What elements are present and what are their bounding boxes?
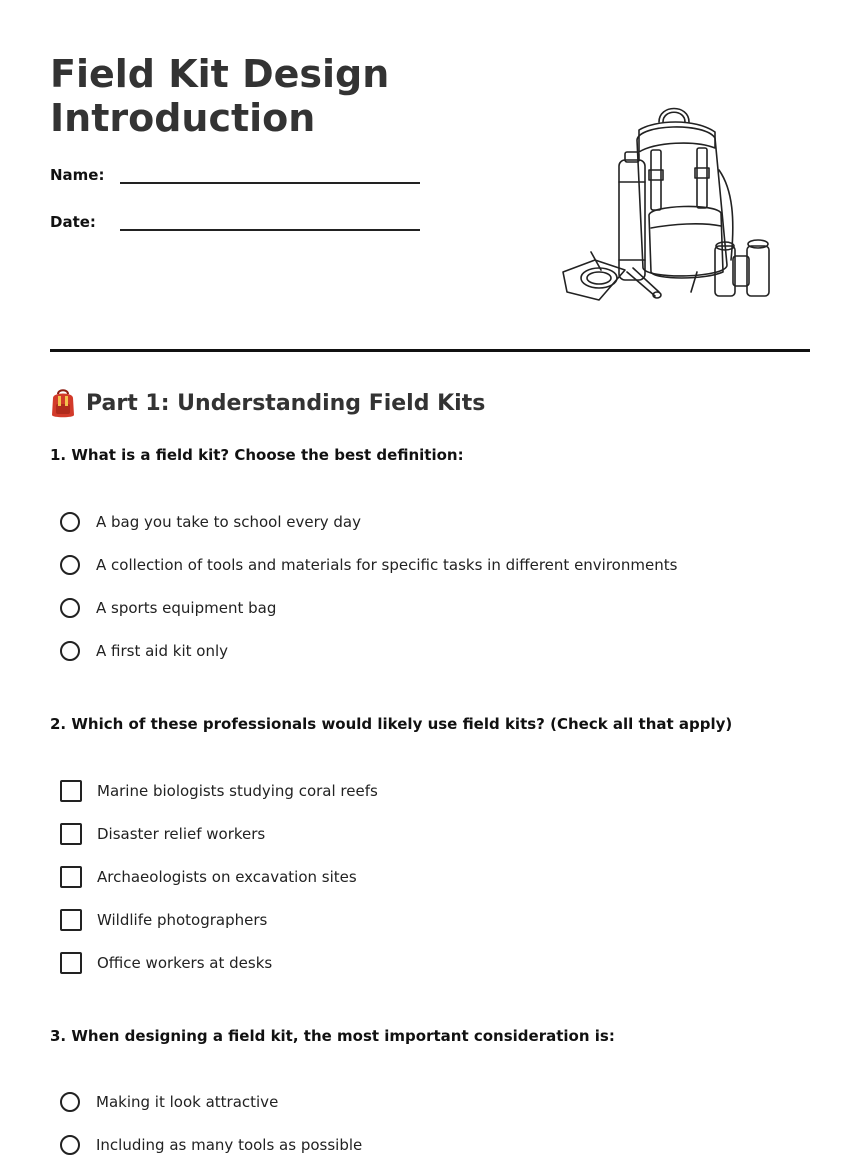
question-1-option[interactable]: [60, 629, 677, 672]
option-label: Wildlife photographers: [97, 910, 268, 929]
part1-heading: [50, 388, 485, 418]
option-label: A first aid kit only: [96, 641, 228, 660]
question-2-option[interactable]: [60, 769, 378, 812]
radio-button[interactable]: [60, 598, 80, 618]
question-2-options: [60, 769, 378, 984]
question-2-option[interactable]: [60, 898, 378, 941]
question-2-prompt: 2. Which of these professionals would likely use field kits? (Check all that apply): [50, 715, 733, 733]
date-field-row: [50, 213, 420, 231]
radio-button[interactable]: [60, 1135, 80, 1155]
header-divider: [50, 349, 810, 352]
option-label: Archaeologists on excavation sites: [97, 867, 357, 886]
checkbox[interactable]: [60, 952, 82, 974]
radio-button[interactable]: [60, 641, 80, 661]
radio-button[interactable]: [60, 1092, 80, 1112]
option-label: Office workers at desks: [97, 953, 273, 972]
question-2-option[interactable]: [60, 941, 378, 984]
backpack-icon: [50, 388, 76, 418]
question-2-option[interactable]: [60, 855, 378, 898]
name-input-line[interactable]: [120, 166, 420, 184]
checkbox[interactable]: [60, 909, 82, 931]
question-3-option[interactable]: [60, 1080, 362, 1123]
option-label: A sports equipment bag: [96, 598, 277, 617]
question-1-option[interactable]: [60, 543, 677, 586]
title-line-2: Introduction: [50, 96, 316, 140]
date-input-line[interactable]: [120, 213, 420, 231]
question-2-option[interactable]: [60, 812, 378, 855]
part1-title: Part 1: Understanding Field Kits: [86, 390, 486, 416]
name-label: Name:: [50, 166, 105, 184]
question-3-options: [60, 1080, 362, 1166]
question-3-prompt: 3. When designing a field kit, the most important consideration is:: [50, 1027, 615, 1045]
radio-button[interactable]: [60, 512, 80, 532]
option-label: Marine biologists studying coral reefs: [97, 781, 378, 800]
radio-button[interactable]: [60, 555, 80, 575]
checkbox[interactable]: [60, 866, 82, 888]
question-1-option[interactable]: [60, 500, 677, 543]
title-line-1: Field Kit Design: [50, 52, 390, 96]
checkbox[interactable]: [60, 780, 82, 802]
question-1-prompt: 1. What is a field kit? Choose the best definition:: [50, 446, 464, 464]
question-3-option[interactable]: [60, 1123, 362, 1166]
option-label: Making it look attractive: [96, 1092, 279, 1111]
question-1-options: [60, 500, 677, 672]
option-label: A collection of tools and materials for specific tasks in different environments: [96, 555, 678, 574]
question-1-option[interactable]: [60, 586, 677, 629]
date-label: Date:: [50, 213, 96, 231]
option-label: Disaster relief workers: [97, 824, 266, 843]
name-field-row: [50, 166, 420, 184]
page-title: [50, 52, 530, 140]
option-label: Including as many tools as possible: [96, 1135, 363, 1154]
option-label: A bag you take to school every day: [96, 512, 362, 531]
checkbox[interactable]: [60, 823, 82, 845]
backpack-field-kit-illustration: [555, 100, 780, 310]
